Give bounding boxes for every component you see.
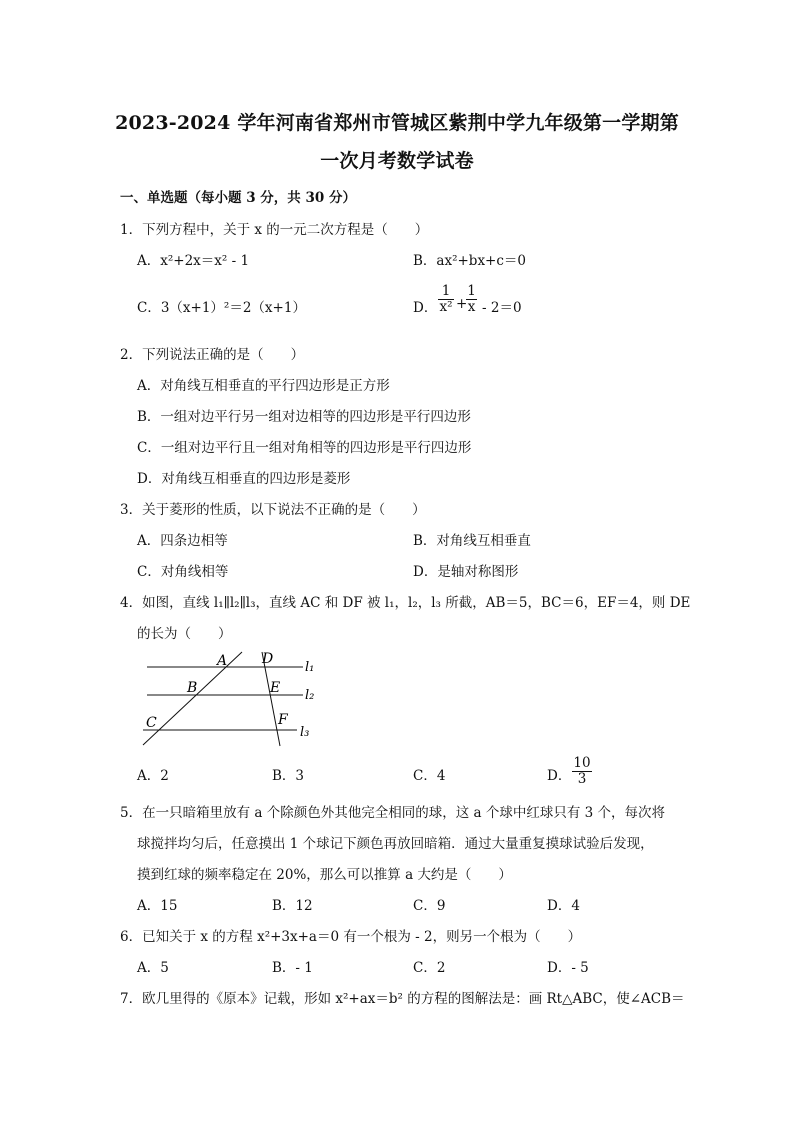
q4-option-b: B．3 — [272, 768, 305, 784]
q4-stem-1: 4．如图，直线 l₁∥l₂∥l₃，直线 AC 和 DF 被 l₁，l₂，l₃ 所截，AB＝5，BC＝6，EF＝4，则 DE — [120, 595, 691, 611]
q1-stem: 1．下列方程中，关于 x 的一元二次方程是（ ） — [120, 222, 429, 238]
q2-option-d: D．对角线互相垂直的四边形是菱形 — [137, 471, 351, 487]
q2-option-c: C．一组对边平行且一组对角相等的四边形是平行四边形 — [137, 440, 472, 456]
q6-stem: 6．已知关于 x 的方程 x²+3x+a＝0 有一个根为 - 2，则另一个根为（ ） — [120, 929, 582, 945]
q1-option-c: C．3（x+1）²＝2（x+1） — [137, 300, 306, 316]
q5-option-d: D．4 — [547, 898, 580, 914]
q5-option-a: A．15 — [137, 898, 178, 914]
title-line-1: 2023-2024 学年河南省郑州市管城区紫荆中学九年级第一学期第 — [115, 112, 679, 134]
q7-stem: 7．欧几里得的《原本》记载，形如 x²+ax＝b² 的方程的图解法是：画 Rt△ABC，使∠ACB＝ — [120, 991, 685, 1007]
q6-option-b: B．- 1 — [272, 960, 313, 976]
q2-stem: 2．下列说法正确的是（ ） — [120, 347, 305, 363]
q4-figure — [135, 645, 325, 750]
q1-d-num2: 1 — [467, 283, 476, 299]
q6-option-c: C．2 — [413, 960, 446, 976]
q2-option-a: A．对角线互相垂直的平行四边形是正方形 — [137, 378, 390, 394]
fig-label-b: B — [187, 680, 198, 696]
q1-option-b: B．ax²+bx+c＝0 — [413, 253, 527, 269]
fig-label-a: A — [217, 653, 228, 669]
q6-option-a: A．5 — [137, 960, 169, 976]
fig-label-l3: l₃ — [300, 725, 310, 740]
fig-label-d: D — [262, 651, 274, 667]
q4-option-d-fraction — [572, 756, 592, 787]
q4-d-num: 10 — [573, 755, 591, 771]
q5-stem-1: 5．在一只暗箱里放有 a 个除颜色外其他完全相同的球，这 a 个球中红球只有 3 个，每次将 — [120, 805, 666, 821]
q1-d-den1: x² — [439, 299, 453, 315]
q6-option-d: D．- 5 — [547, 960, 589, 976]
fig-label-c: C — [146, 715, 157, 731]
q1-option-a: A．x²+2x＝x² - 1 — [137, 253, 250, 269]
q4-option-d-label: D． — [547, 768, 572, 784]
q4-stem-2: 的长为（ ） — [137, 626, 232, 642]
q3-option-b: B．对角线互相垂直 — [413, 533, 531, 549]
q1-d-num1: 1 — [441, 283, 451, 299]
q5-option-b: B．12 — [272, 898, 313, 914]
q3-stem: 3．关于菱形的性质，以下说法不正确的是（ ） — [120, 502, 426, 518]
q2-option-b: B．一组对边平行另一组对边相等的四边形是平行四边形 — [137, 409, 471, 425]
fig-label-l1: l₁ — [305, 660, 315, 675]
q1-d-den2: x — [467, 299, 476, 315]
q3-option-a: A．四条边相等 — [137, 533, 228, 549]
q5-option-c: C．9 — [413, 898, 446, 914]
q1-d-tail: - 2＝0 — [482, 300, 522, 316]
fig-label-e: E — [270, 680, 281, 696]
fig-label-l2: l₂ — [305, 688, 315, 703]
section-heading: 一、单选题（每小题 3 分，共 30 分） — [120, 190, 356, 206]
q1-option-d-fraction-2 — [466, 284, 477, 315]
q5-stem-2: 球搅拌均匀后，任意摸出 1 个球记下颜色再放回暗箱．通过大量重复摸球试验后发现， — [137, 836, 654, 852]
q4-option-c: C．4 — [413, 768, 446, 784]
q4-d-den: 3 — [577, 771, 587, 787]
q3-option-c: C．对角线相等 — [137, 564, 229, 580]
q3-option-d: D．是轴对称图形 — [413, 564, 519, 580]
q1-option-d-fraction-1 — [438, 284, 454, 315]
q1-option-d-label: D． — [413, 300, 438, 316]
q5-stem-3: 摸到红球的频率稳定在 20%，那么可以推算 a 大约是（ ） — [137, 867, 512, 883]
title-line-2: 一次月考数学试卷 — [320, 150, 474, 172]
fig-label-f: F — [278, 712, 288, 728]
q4-option-a: A．2 — [137, 768, 169, 784]
q1-d-plus: + — [456, 296, 468, 312]
